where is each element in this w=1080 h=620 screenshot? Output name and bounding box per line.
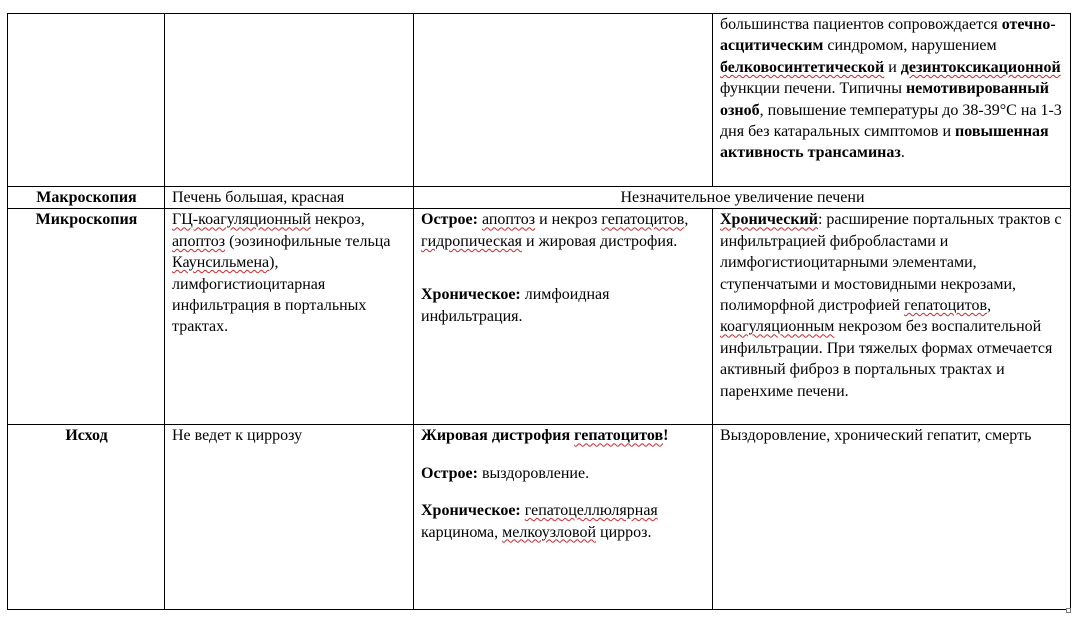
outcome-label: Исход <box>8 425 165 610</box>
outcome-col3 <box>414 425 713 610</box>
text-run: и жировая дистрофия. <box>522 232 678 250</box>
text-run: Хроническое: <box>421 502 521 520</box>
microscopy-label: Микроскопия <box>8 209 165 425</box>
microscopy-col3 <box>414 209 713 425</box>
text-run: . <box>900 144 905 162</box>
text-run: : расширение портальных трактов с инфильтрацией фибробластами и лимфогистиоцитарными элементами, ступенчатыми и мостовидными некрозами, полиморфной дистрофией <box>720 211 1062 315</box>
text-run: и некроз <box>535 211 602 229</box>
cell-empty-2 <box>165 14 414 187</box>
microscopy-col4 <box>713 209 1071 425</box>
text-run: Острое: <box>421 211 478 229</box>
text-run: апоптоз <box>172 232 226 250</box>
text-run: лимфоидная инфильтрация. <box>421 286 610 325</box>
text-run: гепатоцитов <box>904 297 988 315</box>
macroscopy-col2: Печень большая, красная <box>165 187 414 209</box>
text-run: Каунсильмена <box>172 254 270 272</box>
text-run: гидропическая <box>421 232 523 250</box>
text-run: дезинтоксикационной <box>900 58 1061 76</box>
text-run: мелкоузловой <box>502 523 597 541</box>
table-end-marker-icon <box>1066 608 1071 613</box>
text-run: Острое: <box>421 464 478 482</box>
microscopy-col2 <box>165 209 414 425</box>
text-run: ! <box>663 427 669 445</box>
text-run: , повышение температуры до 38-39°С на 1-3 дня без катаральных симптомов и <box>720 101 1062 141</box>
text-run: Хроническое: <box>421 286 521 304</box>
text-run: и <box>884 58 901 76</box>
rich-paragraph-chronic <box>421 284 706 327</box>
text-run: апоптоз <box>481 211 536 229</box>
outcome-col4: Выздоровление, хронический гепатит, смерть <box>713 425 1071 610</box>
rich-paragraph-acute-outcome <box>421 463 706 484</box>
text-run: Жировая дистрофия <box>421 427 575 445</box>
text-run: (эозинофильные тельца <box>225 232 391 250</box>
text-run: ), лимфогистиоцитарная инфильтрация в портальных трактах. <box>172 254 367 336</box>
rich-paragraph <box>720 211 1062 399</box>
rich-paragraph <box>720 16 1062 161</box>
rich-paragraph-chronic-outcome <box>421 500 706 543</box>
text-run: карцинома, <box>421 523 503 541</box>
text-run: немотивированный озноб <box>720 80 1049 119</box>
text-run: функции печени. Типичны <box>720 80 906 98</box>
text-run: коагуляционным <box>720 318 835 336</box>
text-run: отечно-асцитическим <box>720 16 1056 55</box>
text-run: белковосинтетической <box>720 58 885 76</box>
text-run: гепатоцитов <box>574 427 664 445</box>
text-run: гепатоцеллюлярная <box>524 502 658 520</box>
cell-empty-3 <box>414 14 713 187</box>
macroscopy-merged: Незначительное увеличение печени <box>414 187 1071 209</box>
rich-paragraph <box>172 211 390 335</box>
rich-paragraph-fatty <box>421 425 706 446</box>
cell-continuation-text <box>713 14 1071 187</box>
text-run: повышенная активность трансаминаз <box>720 123 1049 162</box>
outcome-col2: Не ведет к циррозу <box>165 425 414 610</box>
table-row-continuation <box>8 14 1071 187</box>
pathology-table <box>7 13 1071 610</box>
text-run: цирроз. <box>596 523 652 541</box>
macroscopy-label: Макроскопия <box>8 187 165 209</box>
text-run: Хронический <box>720 211 818 229</box>
text-run: гепатоцитов <box>601 211 685 229</box>
text-run: большинства пациентов сопровождается <box>720 16 1002 33</box>
text-run: , <box>987 297 992 315</box>
table-row-outcome <box>8 425 1071 610</box>
text-run: выздоровление. <box>477 464 590 482</box>
text-run: ГЦ-коагуляционный <box>172 211 311 229</box>
cell-empty-1 <box>8 14 165 187</box>
text-run: синдромом, нарушением <box>823 37 997 55</box>
table-row-microscopy <box>8 209 1071 425</box>
text-run: некроз, <box>310 211 365 229</box>
text-run: некрозом без воспалительной инфильтрации. При тяжелых формах отмечается активный фиброз в портальных трактах и паренхиме печени. <box>720 318 1053 400</box>
text-run: , <box>684 211 689 229</box>
rich-paragraph-acute <box>421 209 706 252</box>
table-row-macroscopy <box>8 187 1071 209</box>
